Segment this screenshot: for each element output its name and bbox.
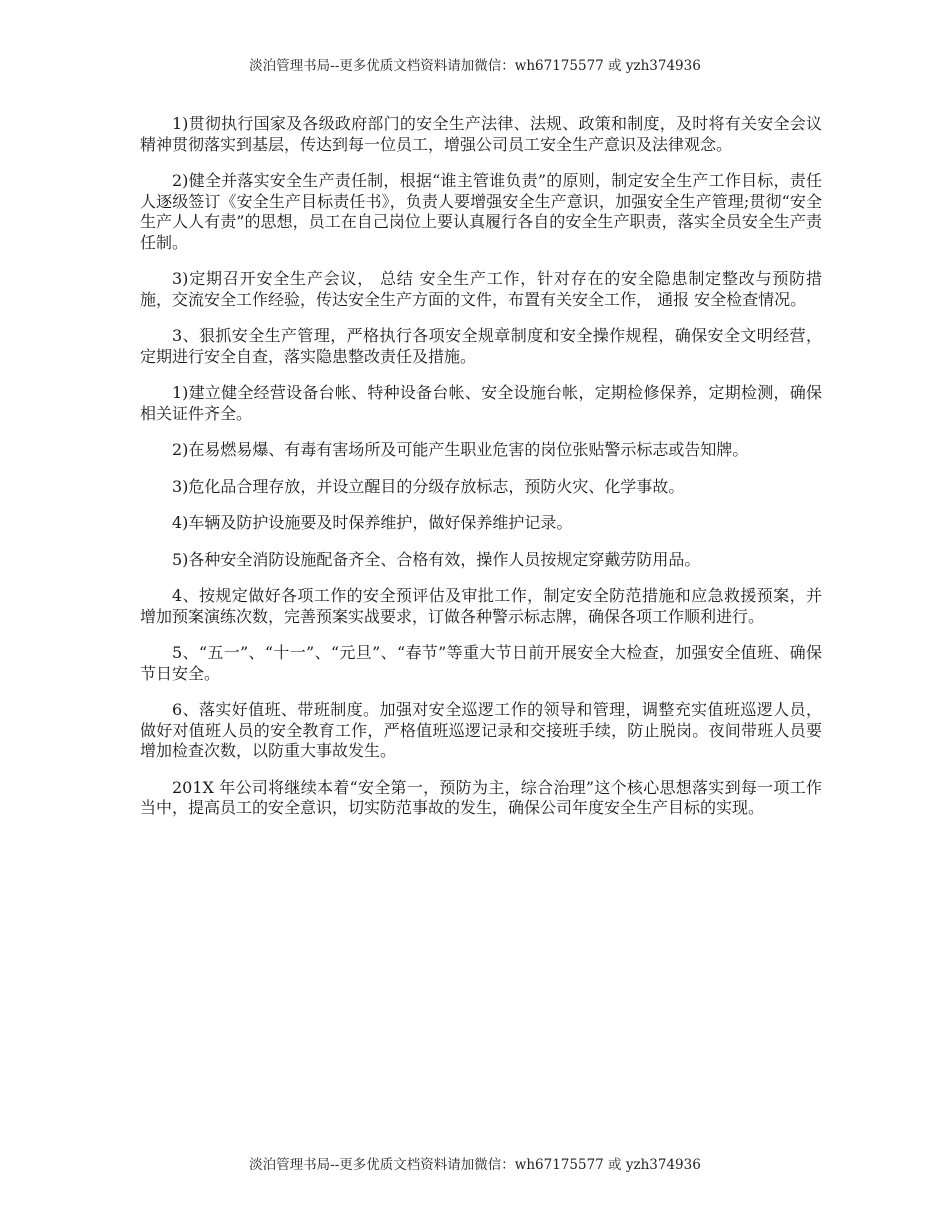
- paragraph-6: 2)在易燃易爆、有毒有害场所及可能产生职业危害的岗位张贴警示标志或告知牌。: [172, 440, 749, 459]
- paragraph-5: 1)建立健全经营设备台帐、特种设备台帐、安全设施台帐，定期检修保养，定期检测，确保相关证件齐全。: [140, 383, 822, 423]
- paragraph-10: 4、按规定做好各项工作的安全预评估及审批工作，制定安全防范措施和应急救援预案，并增加预案演练次数，完善预案实战要求，订做各种警示标志牌，确保各项工作顺利进行。: [140, 586, 822, 626]
- paragraph-2: 2)健全并落实安全生产责任制，根据“谁主管谁负责”的原则，制定安全生产工作目标，责任人逐级签订《安全生产目标责任书》，负责人要增强安全生产意识，加强安全生产管理;贯彻“安全生产人人有责”的思想，员工在自己岗位上要认真履行各自的安全生产职责，落实全员安全生产责任制。: [140, 171, 822, 252]
- paragraph-11: 5、“五一”、“十一”、“元旦”、“春节”等重大节日前开展安全大检查，加强安全值班、确保节日安全。: [140, 643, 822, 683]
- paragraph-1: 1)贯彻执行国家及各级政府部门的安全生产法律、法规、政策和制度，及时将有关安全会议精神贯彻落实到基层，传达到每一位员工，增强公司员工安全生产意识及法律观念。: [140, 114, 822, 154]
- paragraph-9: 5)各种安全消防设施配备齐全、合格有效，操作人员按规定穿戴劳防用品。: [172, 549, 701, 569]
- page-footer: 淡泊管理书局--更多优质文档资料请加微信：wh67175577 或 yzh374936: [249, 1157, 701, 1173]
- paragraph-7: 3)危化品合理存放，并设立醒目的分级存放标志，预防火灾、化学事故。: [172, 476, 685, 496]
- paragraph-8: 4)车辆及防护设施要及时保养维护，做好保养维护记录。: [172, 513, 573, 532]
- paragraph-3: 3)定期召开安全生产会议， 总结 安全生产工作，针对存在的安全隐患制定整改与预防措施，交流安全工作经验，传达安全生产方面的文件，布置有关安全工作， 通报 安全检查情况。: [140, 269, 822, 309]
- paragraph-4: 3、狠抓安全生产管理，严格执行各项安全规章制度和安全操作规程，确保安全文明经营，定期进行安全自查，落实隐患整改责任及措施。: [140, 326, 822, 366]
- paragraph-13: 201X 年公司将继续本着“安全第一，预防为主，综合治理”这个核心思想落实到每一项工作当中，提高员工的安全意识，切实防范事故的发生，确保公司年度安全生产目标的实现。: [140, 777, 822, 817]
- document-body: [140, 114, 822, 835]
- page-header: 淡泊管理书局--更多优质文档资料请加微信：wh67175577 或 yzh374936: [249, 58, 701, 74]
- paragraph-12: 6、落实好值班、带班制度。加强对安全巡逻工作的领导和管理，调整充实值班巡逻人员，做好对值班人员的安全教育工作，严格值班巡逻记录和交接班手续，防止脱岗。夜间带班人员要增加检查次数，以防重大事故发生。: [140, 700, 822, 760]
